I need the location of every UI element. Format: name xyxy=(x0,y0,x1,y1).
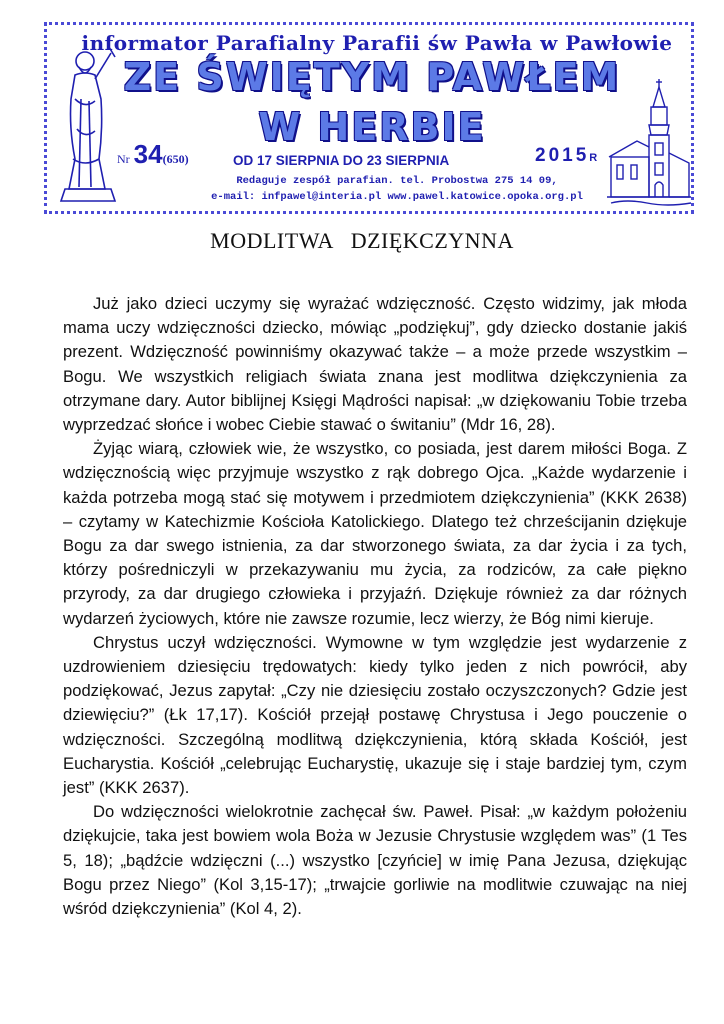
issue-sub: (650) xyxy=(162,152,189,166)
year-value: 2015 xyxy=(535,145,590,166)
title-line-2: W HERBIE xyxy=(258,105,486,149)
title-line-1: ZE ŚWIĘTYM PAWŁEM xyxy=(123,55,621,99)
issue-dates: OD 17 SIERPNIA DO 23 SIERPNIA xyxy=(233,153,450,168)
article-paragraph: Już jako dzieci uczymy się wyrażać wdzięczność. Często widzimy, jak młoda mama uczy wdzięczności dziecko, mówiąc „podziękuj”, gdy dziecko dostanie jakiś prezent. Wdzięczność powinniśmy okazywać także – a może przede wszystkim – Bogu. We wszystkich religiach świata znana jest modlitwa dziękczynienia za otrzymane dary. Autor biblijnej Księgi Mądrości napisał: „w dziękowaniu Tobie trzeba wyprzedzać słońce i wobec Ciebie stawać o świtaniu” (Mdr 16, 28). xyxy=(63,294,687,435)
masthead xyxy=(44,22,694,214)
article-paragraph: Do wdzięczności wielokrotnie zachęcał św. Paweł. Pisał: „w każdym położeniu dziękujcie, taka jest bowiem wola Boża w Jezusie Chrystusie względem was” (1 Tes 5, 18); „bądźcie wdzięczni (...) wszystko [czyńcie] w imię Pana Jezusa, dziękując Bogu przez Niego” (Kol 3,15-17); „trwajcie gorliwie na modlitwie czuwając na niej wśród dziękczynienia” (Kol 4, 2). xyxy=(63,802,687,919)
issue-number-value: 34 xyxy=(133,139,163,169)
issue-label: Nr xyxy=(117,152,130,166)
year-suffix: R xyxy=(589,152,598,164)
article-paragraph: Chrystus uczył wdzięczności. Wymowne w tym względzie jest wydarzenie z uzdrowieniem dziesięciu trędowatych: kiedy tylko jeden z nich powrócił, aby podziękować, Jezus zapytał: „Czy nie dziesięciu zostało oczyszczonych? Gdzie jest dziewięciu?” (Łk 17,17). Kościół przejął postawę Chrystusa i Jego pouczenie o wdzięczności. Szczególną modlitwą dziękczynienia, którą składa Kościół, jest Eucharystia. Kościół „celebrując Eucharystię, ukazuje się i staje bardziej tym, czym jest” (KKK 2637). xyxy=(63,632,687,798)
issue-number xyxy=(117,139,189,170)
church-icon xyxy=(607,77,691,209)
contact-line: e-mail: infpawel@interia.pl www.pawel.katowice.opoka.org.pl xyxy=(211,191,583,203)
issue-year xyxy=(535,145,597,167)
article-body xyxy=(63,292,687,921)
masthead-tagline: informator Parafialny Parafii św Pawła w Pawłowie xyxy=(81,31,673,55)
article-heading: MODLITWA DZIĘKCZYNNA xyxy=(210,228,514,253)
article-paragraph: Żyjąc wiarą, człowiek wie, że wszystko, co posiada, jest darem miłości Boga. Z wdzięcznością więc przyjmuje wszystko z rąk dobrego Ojca. „Każde wydarzenie i każda potrzeba mogą stać się motywem i przedmiotem dziękczynienia” (KKK 2638) – czytamy w Katechizmie Kościoła Katolickiego. Dlatego też chrześcijanin dziękuje Bogu za dar swego istnienia, za dar stworzonego świata, za dar życia i za tych, którzy pośredniczyli w przekazywaniu mu życia, za rodziców, za całe piękno przyrody, za dar drugiego człowieka i przyjaźń. Dziękuje również za dar różnych wydarzeń życiowych, które nie zawsze rozumie, lecz wierzy, że Bóg nimi kieruje. xyxy=(63,439,687,628)
editors-line: Redaguje zespół parafian. tel. Probostwa 275 14 09, xyxy=(236,175,558,187)
